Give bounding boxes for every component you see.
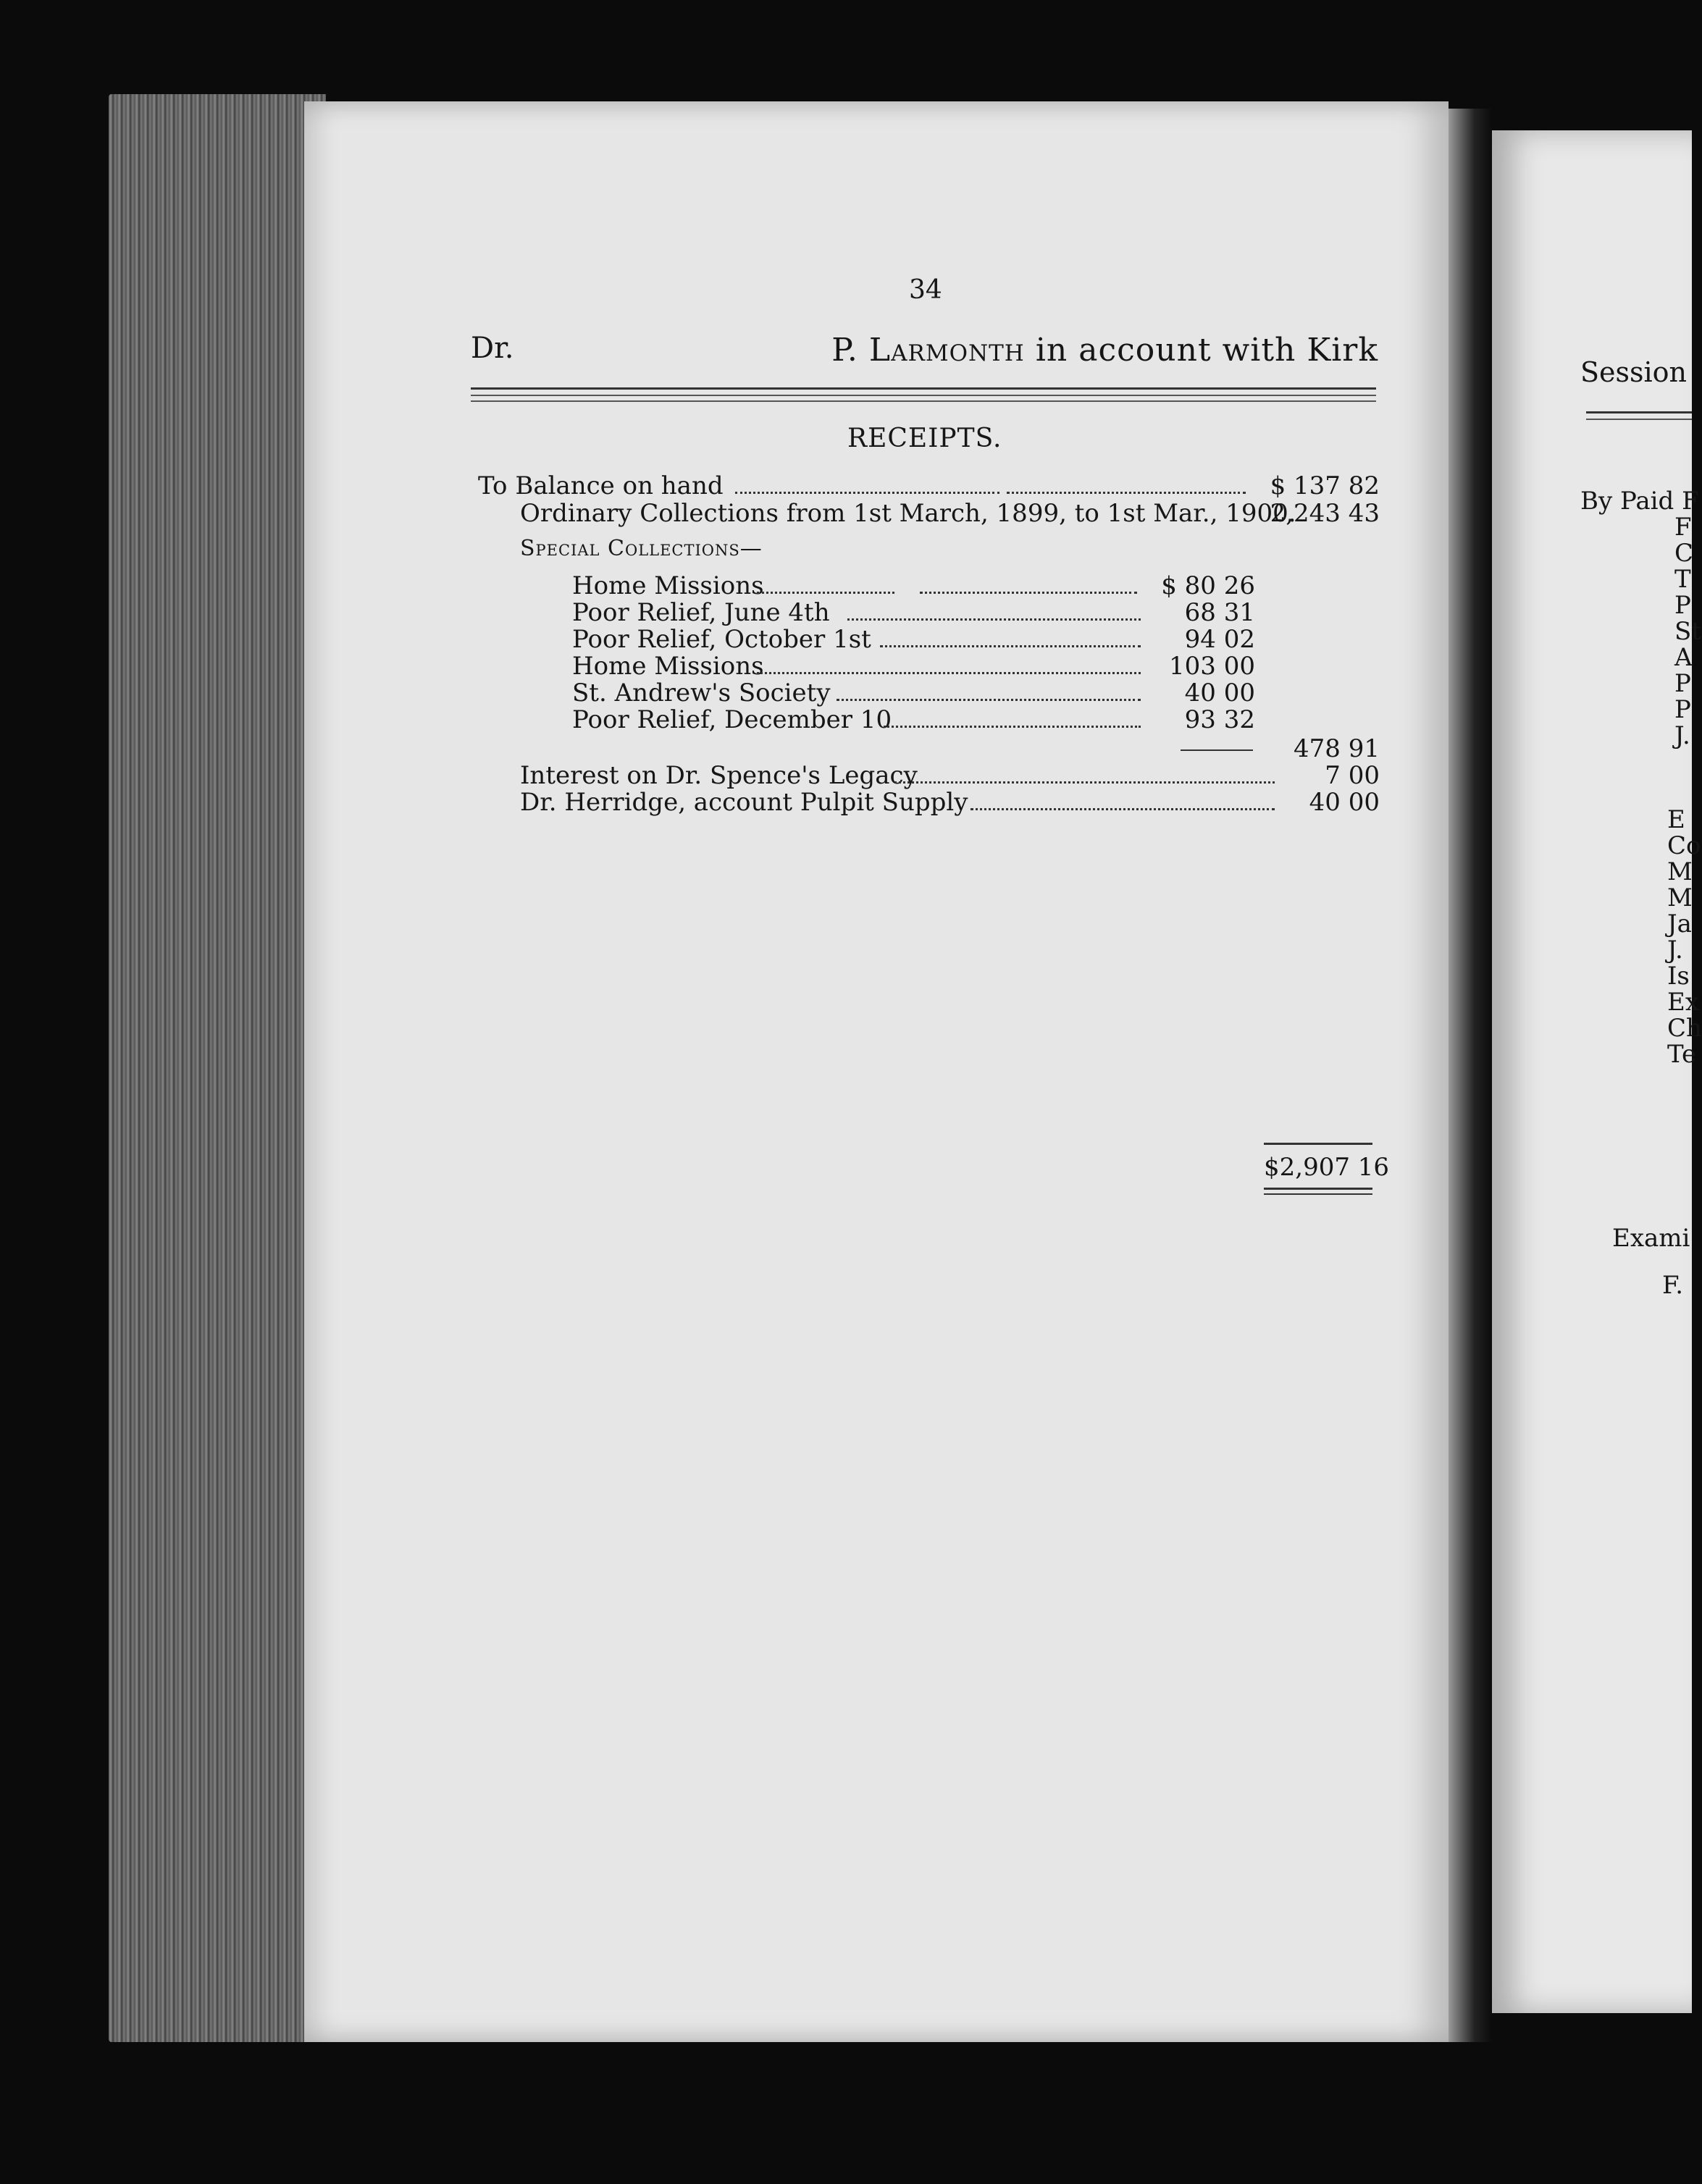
right-line: M <box>1667 857 1693 886</box>
right-line: J. <box>1674 721 1690 750</box>
receipt-amount: 2,243 43 <box>1270 499 1380 528</box>
receipt-label: Balance on hand <box>515 471 724 500</box>
total-rule-top <box>1264 1143 1372 1145</box>
special-label: St. Andrew's Society <box>572 679 831 707</box>
receipt-label: Dr. Herridge, account Pulpit Supply <box>520 788 968 817</box>
page-header-title <box>831 332 1378 369</box>
right-by-paid: By Paid F <box>1580 487 1699 516</box>
special-label: Poor Relief, June 4th <box>572 598 830 627</box>
special-label: Home Missions <box>572 652 764 681</box>
right-line: T <box>1674 565 1691 594</box>
right-line: P <box>1674 695 1691 724</box>
book-page-edges <box>109 94 326 2042</box>
dot-leader <box>837 699 1141 701</box>
right-line: Ja <box>1667 910 1692 938</box>
right-signature-initial: F. <box>1662 1271 1684 1300</box>
right-line: E <box>1667 805 1685 834</box>
right-header-rule-2 <box>1586 419 1692 420</box>
header-rule-top <box>471 387 1376 390</box>
special-amount: 93 32 <box>1184 705 1255 734</box>
special-label: Home Missions <box>572 571 764 600</box>
special-amount: $ 80 26 <box>1161 571 1255 600</box>
total-rule-bottom <box>1264 1188 1372 1190</box>
receipt-label: Ordinary Collections from 1st March, 1899, to 1st Mar., 1900. <box>520 499 1296 528</box>
special-label: Poor Relief, October 1st <box>572 625 871 654</box>
dot-leader <box>920 592 1137 594</box>
debit-label: Dr. <box>471 332 514 365</box>
dot-leader <box>757 592 894 594</box>
right-line: Ch <box>1667 1014 1702 1043</box>
dot-leader <box>1007 492 1246 494</box>
right-line: St <box>1674 617 1701 646</box>
header-name: Larmonth <box>868 332 1025 369</box>
special-collections-heading: Special Collections— <box>520 536 763 561</box>
right-line: A <box>1674 643 1693 672</box>
page-number: 34 <box>909 275 942 305</box>
left-page <box>304 101 1449 2042</box>
header-rest: in account with Kirk <box>1035 332 1378 369</box>
receipt-row-ordinary <box>478 500 1380 527</box>
dot-leader <box>880 645 1141 647</box>
right-line: Te <box>1667 1040 1697 1069</box>
receipt-amount: 40 00 <box>1309 788 1380 817</box>
dot-leader <box>757 672 1141 674</box>
right-line: P <box>1674 591 1691 620</box>
book-gutter <box>1449 109 1492 2042</box>
right-line: F <box>1674 513 1692 542</box>
special-row <box>478 572 1380 600</box>
right-page-header: Session <box>1580 356 1688 388</box>
receipts-heading: RECEIPTS. <box>847 424 1002 453</box>
special-row <box>478 706 1380 734</box>
special-total-row <box>478 735 1380 763</box>
receipt-amount: $ 137 82 <box>1270 471 1380 500</box>
right-line: Is <box>1667 962 1690 991</box>
receipt-amount: 7 00 <box>1325 761 1380 790</box>
right-line: Ex <box>1667 988 1699 1017</box>
header-initial: P. <box>831 332 858 369</box>
dot-leader <box>971 808 1275 810</box>
special-total: 478 91 <box>1294 734 1380 763</box>
right-line: M <box>1667 883 1693 912</box>
special-row <box>478 679 1380 707</box>
dot-leader <box>894 781 1275 784</box>
right-line: C <box>1674 539 1694 568</box>
receipt-label: Interest on Dr. Spence's Legacy <box>520 761 918 790</box>
header-rule-bottom-2 <box>471 400 1376 402</box>
right-header-rule <box>1586 411 1692 413</box>
header-rule-bottom <box>471 395 1376 396</box>
dot-leader <box>884 726 1141 728</box>
grand-total: $2,907 16 <box>1264 1153 1390 1182</box>
special-amount: 40 00 <box>1184 679 1255 707</box>
receipt-row-interest <box>478 762 1380 789</box>
right-line: Co <box>1667 831 1701 860</box>
special-amount: 68 31 <box>1184 598 1255 627</box>
special-amount: 94 02 <box>1184 625 1255 654</box>
total-rule-bottom-2 <box>1264 1193 1372 1195</box>
dot-leader <box>735 492 999 494</box>
special-row <box>478 652 1380 680</box>
dot-leader <box>847 618 1141 621</box>
right-line: P <box>1674 669 1691 698</box>
special-row <box>478 599 1380 626</box>
special-label: Poor Relief, December 10 <box>572 705 892 734</box>
receipt-row-balance <box>478 472 1380 500</box>
special-amount: 103 00 <box>1169 652 1255 681</box>
right-examined: Exami <box>1612 1224 1690 1253</box>
right-line: J. <box>1667 936 1683 965</box>
special-row <box>478 626 1380 653</box>
receipt-prefix: To <box>478 471 508 500</box>
receipt-row-herridge <box>478 789 1380 816</box>
